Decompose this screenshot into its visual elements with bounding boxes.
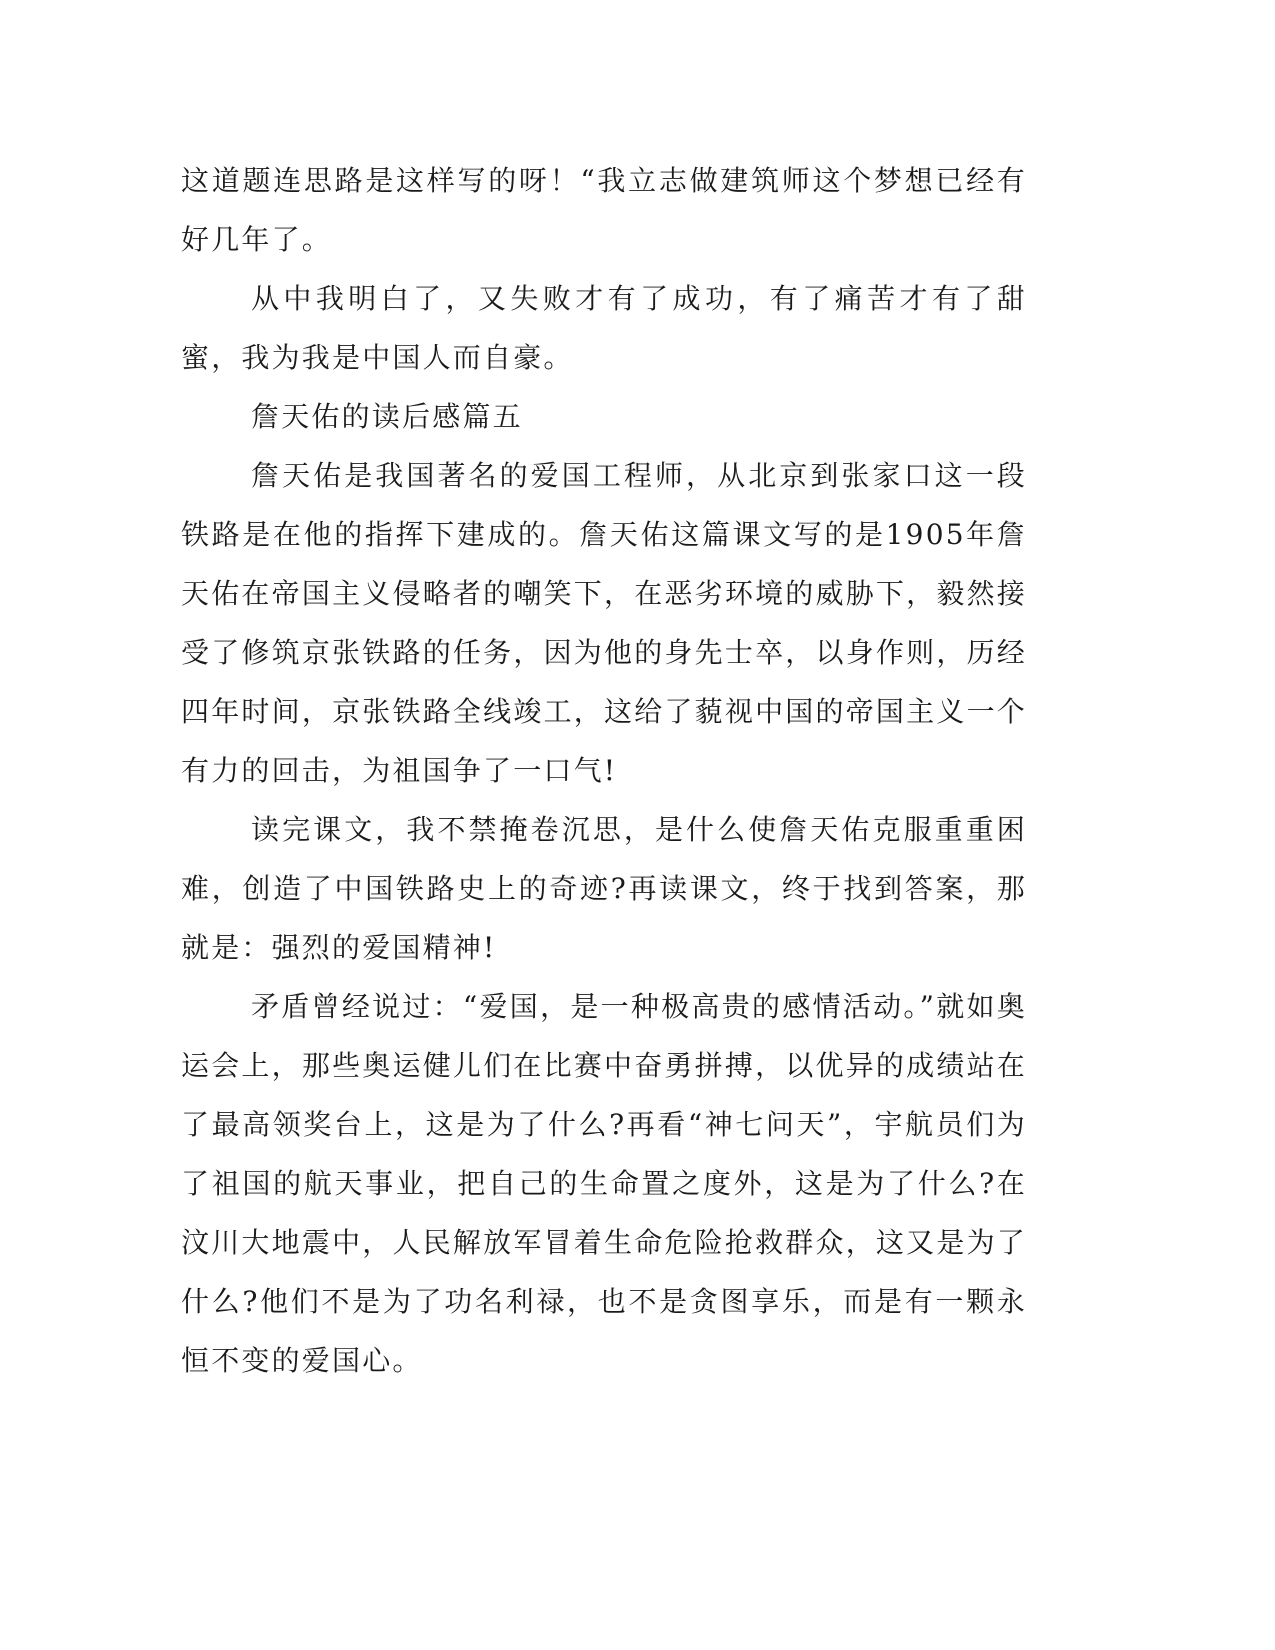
paragraph-4: 读完课文，我不禁掩卷沉思，是什么使詹天佑克服重重困难，创造了中国铁路史上的奇迹?再读课文，终于找到答案，那就是：强烈的爱国精神! [181,813,1027,964]
section-heading: 詹天佑的读后感篇五 [251,400,523,433]
document-page [181,151,1027,1390]
paragraph-5: 矛盾曾经说过：“爱国，是一种极高贵的感情活动。”就如奥运会上，那些奥运健儿们在比赛中奋勇拼搏，以优异的成绩站在了最高领奖台上，这是为了什么?再看“神七问天”，宇航员们为了祖国的航天事业，把自己的生命置之度外，这是为了什么?在汶川大地震中，人民解放军冒着生命危险抢救群众，这又是为了什么?他们不是为了功名利禄，也不是贪图享乐，而是有一颗永恒不变的爱国心。 [181,990,1027,1377]
paragraph-2: 从中我明白了，又失败才有了成功，有了痛苦才有了甜蜜，我为我是中国人而自豪。 [181,282,1027,374]
paragraph-1: 这道题连思路是这样写的呀！“我立志做建筑师这个梦想已经有好几年了。 [181,164,1027,256]
paragraph-3: 詹天佑是我国著名的爱国工程师，从北京到张家口这一段铁路是在他的指挥下建成的。詹天佑这篇课文写的是1905年詹天佑在帝国主义侵略者的嘲笑下，在恶劣环境的威胁下，毅然接受了修筑京张铁路的任务，因为他的身先士卒，以身作则，历经四年时间，京张铁路全线竣工，这给了藐视中国的帝国主义一个有力的回击，为祖国争了一口气! [181,459,1027,787]
